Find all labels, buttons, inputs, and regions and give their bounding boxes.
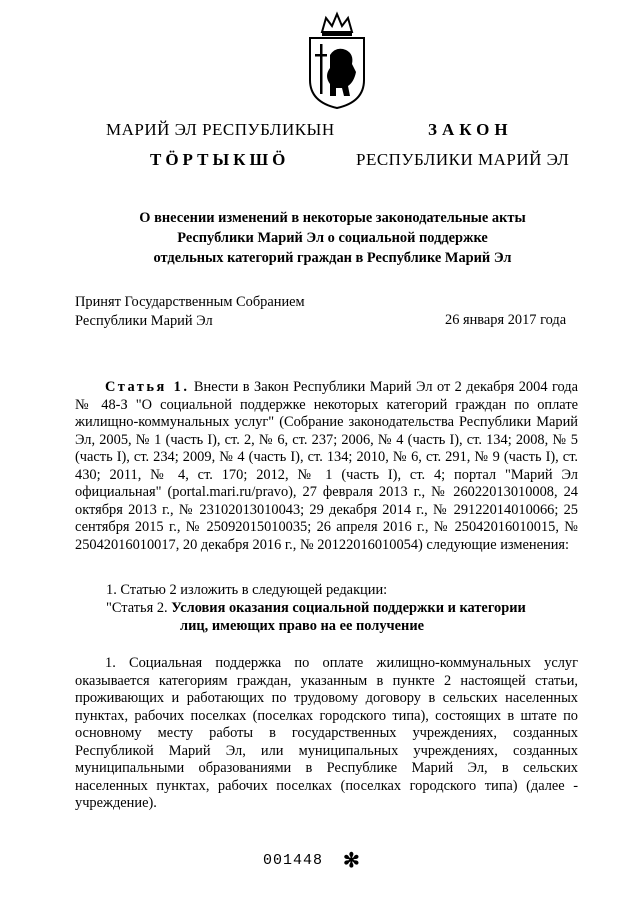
article-1-paragraph bbox=[75, 379, 578, 554]
article-2-title: Условия оказания социальной поддержки и категории bbox=[171, 600, 526, 616]
asterisk-mark: ✻ bbox=[343, 850, 360, 872]
adopted-line-1: Принят Государственным Собранием bbox=[75, 294, 305, 310]
title-line-2: Республики Марий Эл о социальной поддержке bbox=[177, 230, 488, 246]
article-2-label: "Статья 2. bbox=[106, 600, 168, 616]
header-republic-mari-left: МАРИЙ ЭЛ РЕСПУБЛИКЫН bbox=[106, 120, 335, 139]
adopted-line-2: Республики Марий Эл bbox=[75, 313, 213, 329]
article-2-title-continued: лиц, имеющих право на ее получение bbox=[180, 618, 425, 634]
title-line-3: отдельных категорий граждан в Республике Марий Эл bbox=[153, 250, 512, 266]
header-law-right: ЗАКОН bbox=[428, 120, 513, 139]
header-law-mari-left: ТӦРТЫКШӦ bbox=[150, 150, 290, 169]
serial-number: 001448 bbox=[263, 852, 324, 869]
article-2-heading bbox=[106, 600, 586, 618]
article-1-text: Внести в Закон Республики Марий Эл от 2 декабря 2004 года № 48-З "О социальной поддержке некоторых категорий граждан по оплате жилищно-коммунальных услуг" (Собрание законодательства Республики Марий Эл, 2005, № 1 (часть I), ст. 2, № 6, ст. 237; 2006, № 4 (часть I), ст. 134; 2008, № 5 (часть I), ст. 234; 2009, № 4 (часть I), ст. 134; 2010, № 6, ст. 291, № 9 (часть I), ст. 430; 2011, № 4, ст. 170; 2012, № 1 (часть I), ст. 4; портал "Марий Эл официальная" (portal.mari.ru/pravo), 27 февраля 2013 г., № 26022013010008, 24 октября 2013 г., № 23102013010043; 29 декабря 2014 г., № 29122014010066; 25 сентября 2015 г., № 25092015010035; 26 апреля 2016 г., № 25042016010015, № 25042016010017, 20 декабря 2016 г., № 20122016010054) следующие изменения: bbox=[75, 379, 578, 553]
article-1-label: Статья 1. bbox=[105, 379, 190, 395]
document-title bbox=[60, 208, 605, 268]
adoption-statement bbox=[75, 293, 305, 331]
amendment-item-1: 1. Статью 2 изложить в следующей редакции: bbox=[106, 582, 388, 598]
article-2-paragraph-1: 1. Социальная поддержка по оплате жилищно-коммунальных услуг оказывается категориям граждан, указанным в пункте 2 настоящей статьи, проживающих и работающих по трудовому договору в сельских населенных пунктах, рабочих поселках (поселках городского типа), состоящих в штате по основному месту работы в государственных учреждениях, созданных Республикой Марий Эл, или муниципальных учреждениях, созданных муниципальными образованиями в Республике Марий Эл, в сельских населенных пунктах, рабочих поселках (поселках городского типа) (далее - учреждение). bbox=[75, 655, 578, 811]
title-line-1: О внесении изменений в некоторые законодательные акты bbox=[139, 210, 526, 226]
header-republic-right: РЕСПУБЛИКИ МАРИЙ ЭЛ bbox=[356, 150, 570, 169]
adoption-date: 26 января 2017 года bbox=[445, 312, 567, 328]
coat-of-arms-emblem bbox=[302, 10, 372, 110]
